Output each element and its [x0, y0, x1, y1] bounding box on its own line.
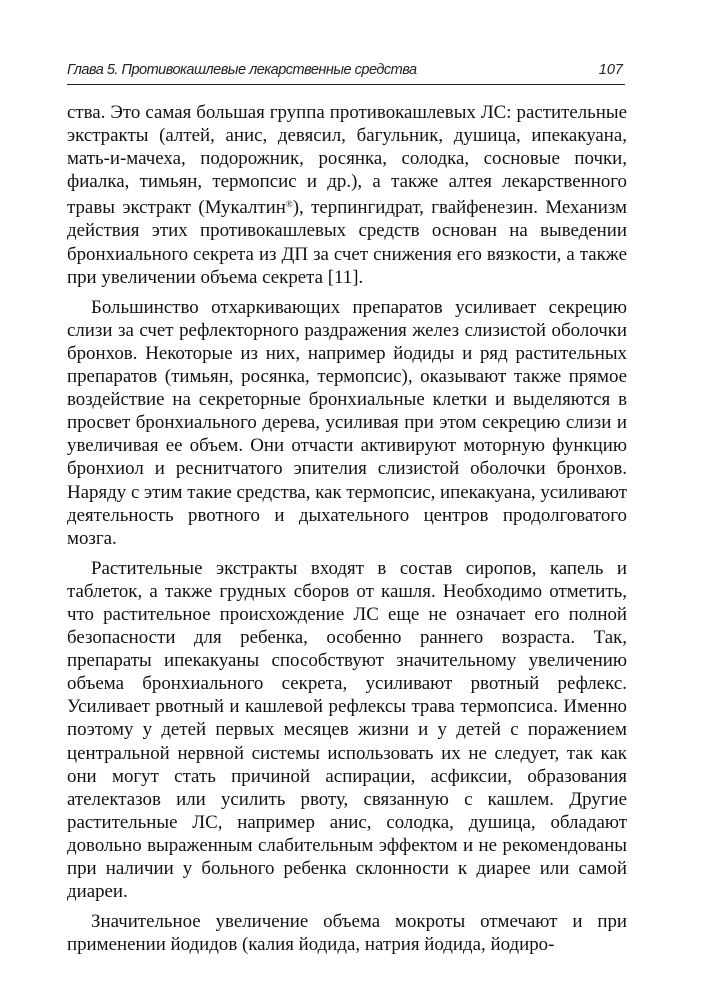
paragraph-1-text-end: ), терпингидрат, гвайфенезин. Механизм действия этих противокашлевых средств основан на выведении бронхиального секрета из ДП за счет снижения его вязкости, а также при увеличении объема секрета [11]. — [67, 197, 627, 288]
registered-mark: ® — [285, 199, 293, 210]
paragraph-4: Значительное увеличение объема мокроты отмечают и при применении йодидов (калия йодида, натрия йодида, йодиро- — [67, 911, 627, 956]
running-header — [67, 60, 625, 85]
page-number: 107 — [598, 62, 623, 78]
body-text — [67, 101, 627, 963]
paragraph-2: Большинство отхаркивающих препаратов усиливает секрецию слизи за счет рефлекторного раздражения желез слизистой оболочки бронхов. Некоторые из них, например йодиды и ряд растительных препаратов (тимьян, росянка, термопсис), оказывают также прямое воздействие на секреторные бронхиальные клетки и выделяются в просвет бронхиального дерева, усиливая при этом секрецию слизи и увеличивая ее объем. Они отчасти активируют моторную функцию бронхиол и реснитчатого эпителия слизистой оболочки бронхов. Наряду с этим такие средства, как термопсис, ипекакуана, усиливают деятельность рвотного и дыхательного центров продолговатого мозга. — [67, 296, 627, 549]
chapter-title: Глава 5. Противокашлевые лекарственные средства — [67, 62, 417, 78]
paragraph-3: Растительные экстракты входят в состав сиропов, капель и таблеток, а также грудных сборов от кашля. Необходимо отметить, что растительное происхождение ЛС еще не означает его полной безопасности для ребенка, особенно раннего возраста. Так, препараты ипекакуаны способствуют значительному увеличению объема бронхиального секрета, усиливают рвотный рефлекс. Усиливает рвотный и кашлевой рефлексы трава термопсиса. Именно поэтому у детей первых месяцев жизни и у детей с поражением центральной нервной системы использовать их не следует, так как они могут стать причиной аспирации, асфиксии, образования ателектазов или усилить рвоту, связанную с кашлем. Другие растительные ЛС, например анис, солодка, душица, обладают довольно выраженным слабительным эффектом и не рекомендованы при наличии у больного ребенка склонности к диарее или самой диареи. — [67, 557, 627, 903]
paragraph-1-text: ства. Это самая большая группа противокашлевых ЛС: растительные экстракты (алтей, анис, девясил, багульник, душица, ипекакуана, мать-и-мачеха, подорожник, росянка, солодка, сосновые почки, фиалка, тимьян, термопсис и др.), а также алтея лекарственного травы экстракт (Мукалтин — [67, 102, 627, 219]
paragraph-1 — [67, 101, 627, 289]
